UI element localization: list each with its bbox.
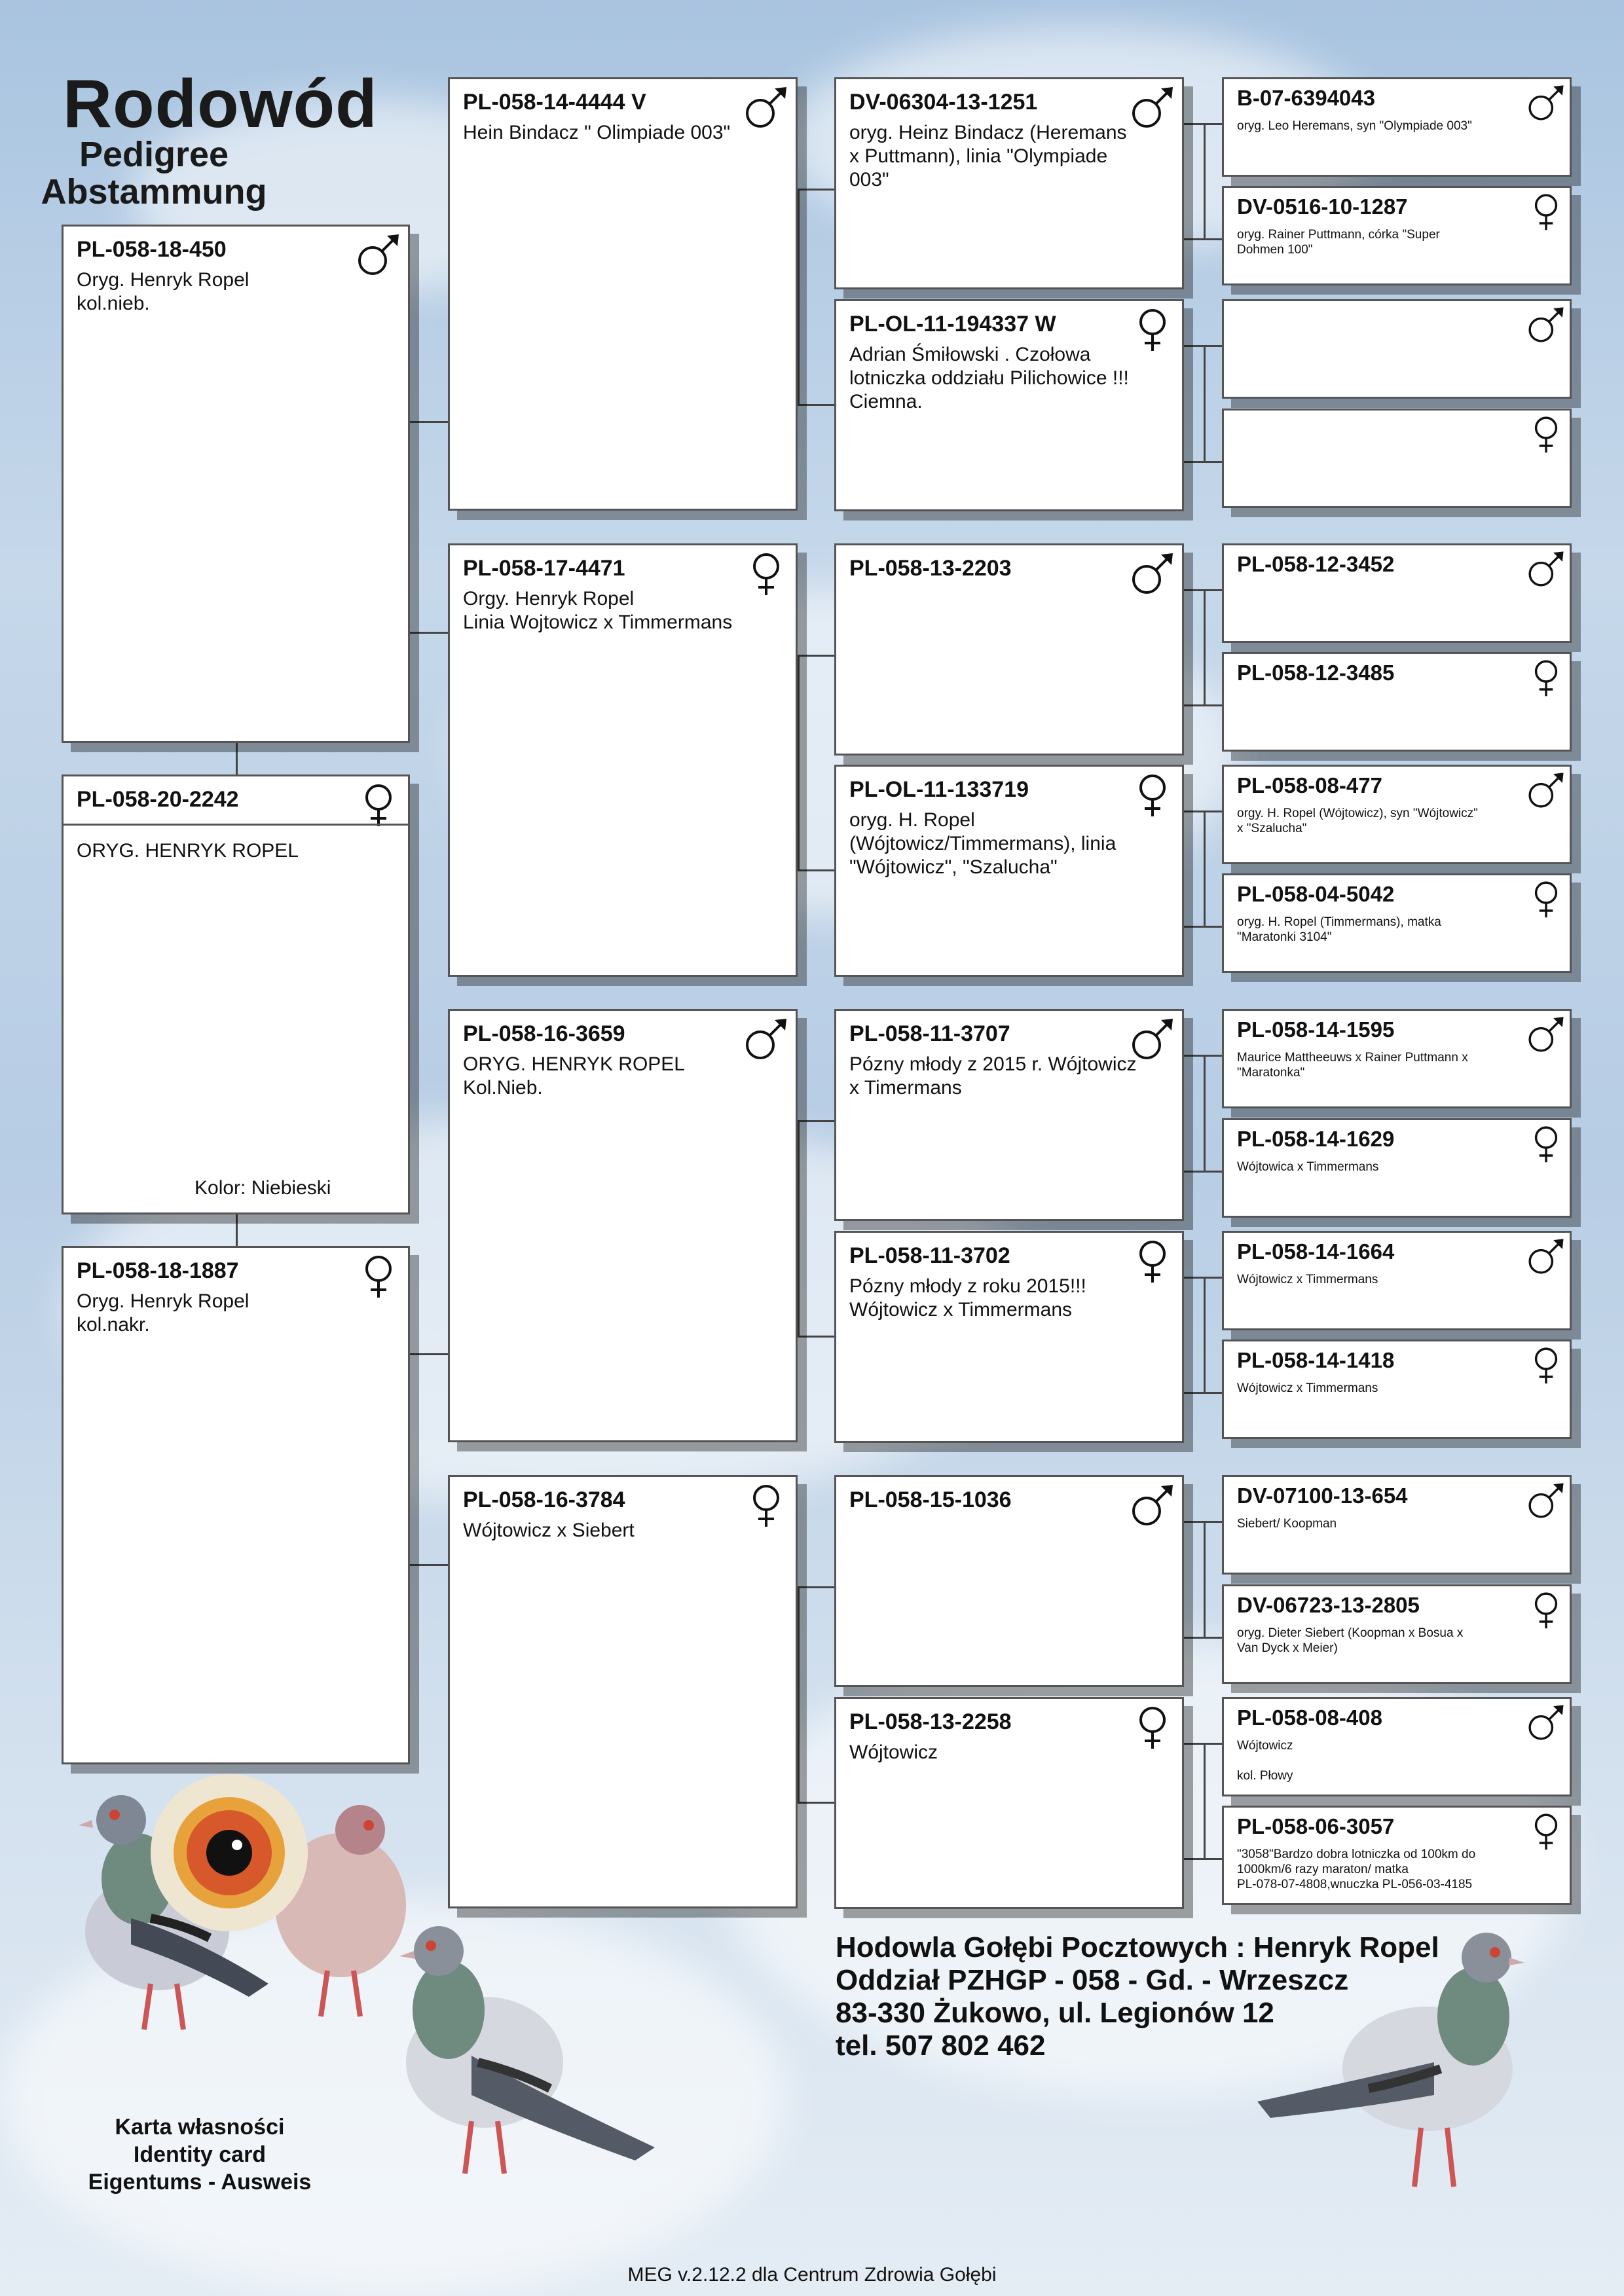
grandparent-card-code: PL-058-13-2258	[849, 1709, 1012, 1734]
male-icon	[1526, 1481, 1566, 1520]
title-abstammung: Abstammung	[41, 172, 267, 211]
great-grandparent-card-desc: Wójtowicz kol. Płowy	[1237, 1739, 1293, 1783]
sire-dam-card-code: PL-058-16-3659	[463, 1021, 625, 1046]
great-grandparent-card-desc: Maurice Mattheeuws x Rainer Puttmann x "Maratonka"	[1237, 1051, 1468, 1080]
connector-line	[410, 1353, 448, 1355]
great-grandparent-card	[1222, 1584, 1572, 1684]
great-grandparent-card	[1222, 299, 1572, 399]
grandparent-card-desc: Wójtowicz	[849, 1741, 938, 1763]
connector-line	[1184, 123, 1222, 125]
great-grandparent-card	[1222, 1475, 1572, 1575]
grandparent-card	[834, 765, 1184, 977]
bird3-desc: Oryg. Henryk Ropel kol.nakr.	[77, 1290, 249, 1336]
great-grandparent-card	[1222, 186, 1572, 285]
great-grandparent-card-code: PL-058-08-477	[1237, 773, 1382, 797]
male-icon	[1130, 1482, 1175, 1528]
grandparent-card-desc: oryg. H. Ropel (Wójtowicz/Timmermans), linia "Wójtowicz", "Szalucha"	[849, 809, 1116, 878]
great-grandparent-card-code: PL-058-06-3057	[1237, 1814, 1395, 1838]
male-icon	[1526, 771, 1566, 810]
grandparent-card	[834, 1475, 1184, 1687]
connector-line	[410, 1564, 448, 1566]
grandparent-card-desc: Adrian Śmiłowski . Czołowa lotniczka oddziału Pilichowice !!! Ciemna.	[849, 344, 1129, 412]
connector-line	[1204, 1277, 1206, 1392]
sire-dam-card	[448, 543, 798, 977]
grandparent-card-desc: oryg. Heinz Bindacz (Heremans x Puttmann), linia "Olympiade 003"	[849, 122, 1127, 191]
grandparent-card	[834, 1009, 1184, 1221]
breeder-line2: Oddział PZHGP - 058 - Gd. - Wrzeszcz	[836, 1964, 1349, 1996]
connector-line	[1204, 1743, 1206, 1858]
great-grandparent-card-code: PL-058-08-408	[1237, 1705, 1382, 1730]
bird3-code: PL-058-18-1887	[77, 1258, 239, 1283]
great-grandparent-card	[1222, 543, 1572, 643]
great-grandparent-card	[1222, 1339, 1572, 1439]
breeder-line3: 83-330 Żukowo, ul. Legionów 12	[836, 1997, 1274, 2029]
connector-line	[236, 1214, 238, 1246]
color-label: Kolor: Niebieski	[194, 1177, 331, 1199]
software-credit: MEG v.2.12.2 dla Centrum Zdrowia Gołębi	[627, 2264, 997, 2286]
connector-line	[1184, 1055, 1222, 1057]
grandparent-card	[834, 77, 1184, 289]
grandparent-card	[834, 1697, 1184, 1909]
connector-line	[798, 1336, 834, 1338]
connector-line	[1184, 1277, 1222, 1279]
grandparent-card-code: DV-06304-13-1251	[849, 90, 1038, 115]
connector-line	[1184, 1171, 1222, 1173]
connector-line	[1204, 811, 1206, 926]
female-icon	[1526, 192, 1566, 231]
great-grandparent-card	[1222, 1806, 1572, 1905]
great-grandparent-card-desc: orgy. H. Ropel (Wójtowicz), syn "Wójtowicz" x "Szalucha"	[1237, 807, 1478, 835]
female-icon	[1526, 1124, 1566, 1163]
breeder-line1: Hodowla Gołębi Pocztowych : Henryk Ropel	[836, 1931, 1439, 1963]
great-grandparent-card	[1222, 765, 1572, 864]
great-grandparent-card-code: PL-058-04-5042	[1237, 882, 1395, 906]
male-icon	[1526, 83, 1566, 122]
connector-line	[1184, 589, 1222, 591]
connector-line	[1184, 811, 1222, 812]
great-grandparent-card-code: PL-058-12-3452	[1237, 552, 1395, 576]
great-grandparent-card-code: PL-058-14-1629	[1237, 1127, 1395, 1151]
female-icon	[1526, 414, 1566, 454]
sire-dam-card-desc: Hein Bindacz " Olimpiade 003"	[463, 122, 731, 143]
great-grandparent-card-desc: oryg. H. Ropel (Timmermans), matka "Maratonki 3104"	[1237, 915, 1441, 944]
great-grandparent-card-code: PL-058-14-1418	[1237, 1348, 1395, 1372]
connector-line	[798, 1120, 800, 1336]
bird3-card	[62, 1246, 410, 1764]
male-icon	[1130, 551, 1175, 596]
great-grandparent-card-desc: Siebert/ Koopman	[1237, 1517, 1337, 1531]
grandparent-card	[834, 1231, 1184, 1443]
connector-line	[798, 1586, 834, 1588]
male-icon	[1526, 305, 1566, 344]
grandparent-card-code: PL-058-13-2203	[849, 556, 1012, 581]
title-main: Rodowód	[63, 66, 378, 142]
male-icon	[1526, 1015, 1566, 1054]
sire-dam-card	[448, 1009, 798, 1442]
great-grandparent-card-desc: "3058"Bardzo dobra lotniczka od 100km do 1000km/6 razy maraton/ matka PL-078-07-4808,wnuczka PL-056-03-4185	[1237, 1848, 1476, 1891]
great-grandparent-card-desc: Wójtowicz x Timmermans	[1237, 1273, 1378, 1286]
great-grandparent-card-code: DV-0516-10-1287	[1237, 194, 1408, 219]
grandparent-card-desc: Pózny młody z roku 2015!!! Wójtowicz x Timmermans	[849, 1275, 1086, 1321]
connector-line	[236, 743, 238, 774]
grandparent-card	[834, 299, 1184, 511]
connector-line	[1204, 589, 1206, 704]
great-grandparent-card-code: B-07-6394043	[1237, 86, 1375, 110]
breeder-phone: tel. 507 802 462	[836, 2030, 1046, 2062]
sire-dam-card	[448, 1475, 798, 1908]
male-icon	[1526, 1237, 1566, 1276]
sire-dam-card-code: PL-058-16-3784	[463, 1487, 625, 1512]
connector-line	[1184, 1858, 1222, 1860]
great-grandparent-card-code: PL-058-12-3485	[1237, 661, 1395, 685]
connector-line	[1184, 704, 1222, 706]
connector-line	[1184, 1392, 1222, 1394]
connector-line	[798, 1120, 834, 1122]
bird2-card	[62, 774, 410, 1214]
great-grandparent-card-code: DV-07100-13-654	[1237, 1484, 1408, 1508]
grandparent-card-code: PL-058-11-3702	[849, 1243, 1010, 1268]
great-grandparent-card-desc: oryg. Dieter Siebert (Koopman x Bosua x Van Dyck x Meier)	[1237, 1626, 1464, 1655]
male-icon	[1526, 1703, 1566, 1742]
male-icon	[1526, 549, 1566, 589]
connector-line	[798, 1586, 800, 1802]
subject-code: PL-058-18-450	[77, 237, 227, 262]
great-grandparent-card	[1222, 873, 1572, 973]
great-grandparent-card-desc: Wójtowica x Timmermans	[1237, 1160, 1379, 1174]
great-grandparent-card-code: DV-06723-13-2805	[1237, 1593, 1420, 1617]
female-icon	[1526, 1812, 1566, 1851]
great-grandparent-card	[1222, 1697, 1572, 1796]
great-grandparent-card	[1222, 77, 1572, 177]
great-grandparent-card	[1222, 1118, 1572, 1218]
great-grandparent-card-desc: Wójtowicz x Timmermans	[1237, 1381, 1378, 1395]
connector-line	[1184, 461, 1222, 463]
id-card-line3: Eigentums - Ausweis	[88, 2170, 312, 2195]
connector-line	[1184, 1521, 1222, 1523]
female-icon	[1526, 1590, 1566, 1630]
connector-line	[1204, 123, 1206, 238]
connector-line	[1184, 1637, 1222, 1639]
id-card-line1: Karta własności	[115, 2115, 285, 2140]
great-grandparent-card	[1222, 1231, 1572, 1330]
connector-line	[1184, 238, 1222, 240]
bird2-code: PL-058-20-2242	[77, 787, 239, 812]
great-grandparent-card	[1222, 1009, 1572, 1108]
connector-line	[410, 632, 448, 634]
connector-line	[1204, 345, 1206, 461]
connector-line	[1184, 926, 1222, 928]
grandparent-card-desc: Pózny młody z 2015 r. Wójtowicz x Timermans	[849, 1053, 1137, 1099]
id-card-line2: Identity card	[133, 2142, 267, 2167]
female-icon	[1526, 658, 1566, 697]
sire-dam-card	[448, 77, 798, 511]
great-grandparent-card-desc: oryg. Leo Heremans, syn "Olympiade 003"	[1237, 119, 1472, 133]
grandparent-card-code: PL-OL-11-194337 W	[849, 312, 1056, 337]
connector-line	[1204, 1055, 1206, 1171]
connector-line	[1204, 1521, 1206, 1637]
sire-dam-card-code: PL-058-14-4444 V	[463, 90, 646, 115]
subject-card	[62, 225, 410, 743]
great-grandparent-card	[1222, 652, 1572, 752]
pigeon-illustration	[373, 1912, 674, 2213]
grandparent-card-code: PL-OL-11-133719	[849, 777, 1029, 802]
connector-line	[798, 869, 834, 871]
great-grandparent-card-code: PL-058-14-1664	[1237, 1239, 1395, 1264]
title-pedigree: Pedigree	[79, 135, 229, 174]
divider	[64, 824, 408, 826]
great-grandparent-card	[1222, 409, 1572, 508]
connector-line	[798, 404, 834, 406]
female-icon	[1526, 879, 1566, 919]
connector-line	[798, 189, 834, 191]
connector-line	[410, 421, 448, 423]
great-grandparent-card-desc: oryg. Rainer Puttmann, córka "Super Dohmen 100"	[1237, 228, 1440, 257]
sire-dam-card-desc: Orgy. Henryk Ropel Linia Wojtowicz x Timmermans	[463, 588, 733, 633]
connector-line	[1184, 1743, 1222, 1745]
grandparent-card-code: PL-058-11-3707	[849, 1021, 1010, 1046]
connector-line	[1184, 345, 1222, 347]
connector-line	[798, 655, 834, 657]
connector-line	[798, 189, 800, 404]
connector-line	[798, 1802, 834, 1804]
subject-desc: Oryg. Henryk Ropel kol.nieb.	[77, 269, 249, 314]
sire-dam-card-desc: Wójtowicz x Siebert	[463, 1520, 635, 1541]
bird2-desc: ORYG. HENRYK ROPEL	[77, 840, 299, 862]
female-icon	[356, 782, 401, 828]
great-grandparent-card-code: PL-058-14-1595	[1237, 1017, 1395, 1042]
grandparent-card-code: PL-058-15-1036	[849, 1487, 1012, 1512]
connector-line	[798, 655, 800, 869]
female-icon	[1526, 1345, 1566, 1385]
sire-dam-card-desc: ORYG. HENRYK ROPEL Kol.Nieb.	[463, 1053, 685, 1099]
sire-dam-card-code: PL-058-17-4471	[463, 556, 625, 581]
grandparent-card	[834, 543, 1184, 756]
